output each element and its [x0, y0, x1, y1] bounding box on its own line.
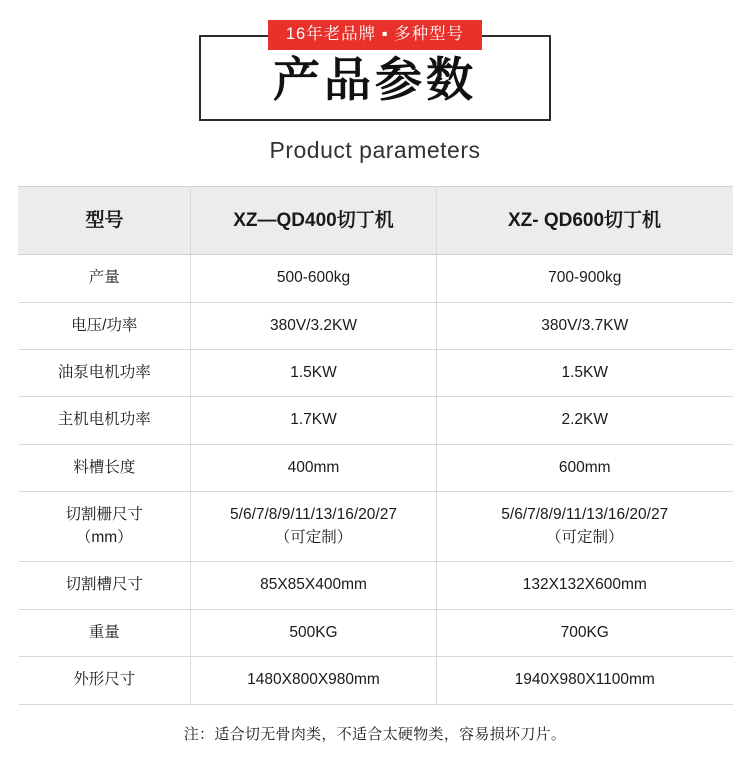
spec-table-wrapper [18, 186, 732, 705]
row-value-a: 380V/3.2KW [191, 302, 437, 349]
table-row [19, 609, 733, 656]
footer-note: 注：适合切无骨肉类，不适合太硬物类，容易损坏刀片。 [183, 725, 567, 743]
row-label: 外形尺寸 [19, 657, 191, 704]
row-label: 油泵电机功率 [19, 349, 191, 396]
table-row [19, 302, 733, 349]
row-value-b-line1: 5/6/7/8/9/11/13/16/20/27 [501, 506, 669, 524]
row-value-a: 1480X800X980mm [191, 657, 437, 704]
row-value-b: 700KG [437, 609, 733, 656]
spec-table [18, 186, 733, 705]
table-header-row [19, 186, 733, 255]
row-value-b-line2: （可定制） [545, 528, 624, 546]
row-label: 重量 [19, 609, 191, 656]
row-value-a [191, 492, 437, 562]
page-header [0, 0, 750, 164]
row-value-b [437, 492, 733, 562]
column-header-qd600: XZ- QD600切丁机 [437, 186, 733, 255]
table-row [19, 444, 733, 491]
table-row [19, 562, 733, 609]
page-title: 产品参数 [273, 53, 477, 106]
row-value-a: 400mm [191, 444, 437, 491]
row-value-a-line2: （可定制） [274, 528, 353, 546]
row-label: 产量 [19, 255, 191, 302]
row-label-line2: （mm） [75, 528, 133, 546]
row-value-b: 1.5KW [437, 349, 733, 396]
table-row [19, 657, 733, 704]
row-value-a: 1.7KW [191, 397, 437, 444]
row-value-a-line1: 5/6/7/8/9/11/13/16/20/27 [230, 506, 397, 524]
column-header-model: 型号 [19, 186, 191, 255]
brand-badge: 16年老品牌 ▪ 多种型号 [268, 20, 482, 50]
table-row [19, 349, 733, 396]
table-row [19, 492, 733, 562]
row-label [19, 492, 191, 562]
row-label-line1: 切割栅尺寸 [65, 506, 143, 524]
row-value-b: 132X132X600mm [437, 562, 733, 609]
row-value-b: 600mm [437, 444, 733, 491]
row-label: 主机电机功率 [19, 397, 191, 444]
column-header-qd400: XZ—QD400切丁机 [191, 186, 437, 255]
row-label: 切割槽尺寸 [19, 562, 191, 609]
row-label: 料槽长度 [19, 444, 191, 491]
row-value-a: 500KG [191, 609, 437, 656]
row-label: 电压/功率 [19, 302, 191, 349]
table-row [19, 397, 733, 444]
row-value-b: 380V/3.7KW [437, 302, 733, 349]
row-value-b: 1940X980X1100mm [437, 657, 733, 704]
row-value-b: 700-900kg [437, 255, 733, 302]
row-value-a: 85X85X400mm [191, 562, 437, 609]
row-value-a: 1.5KW [191, 349, 437, 396]
page-subtitle: Product parameters [269, 136, 481, 163]
row-value-b: 2.2KW [437, 397, 733, 444]
row-value-a: 500-600kg [191, 255, 437, 302]
table-row [19, 255, 733, 302]
